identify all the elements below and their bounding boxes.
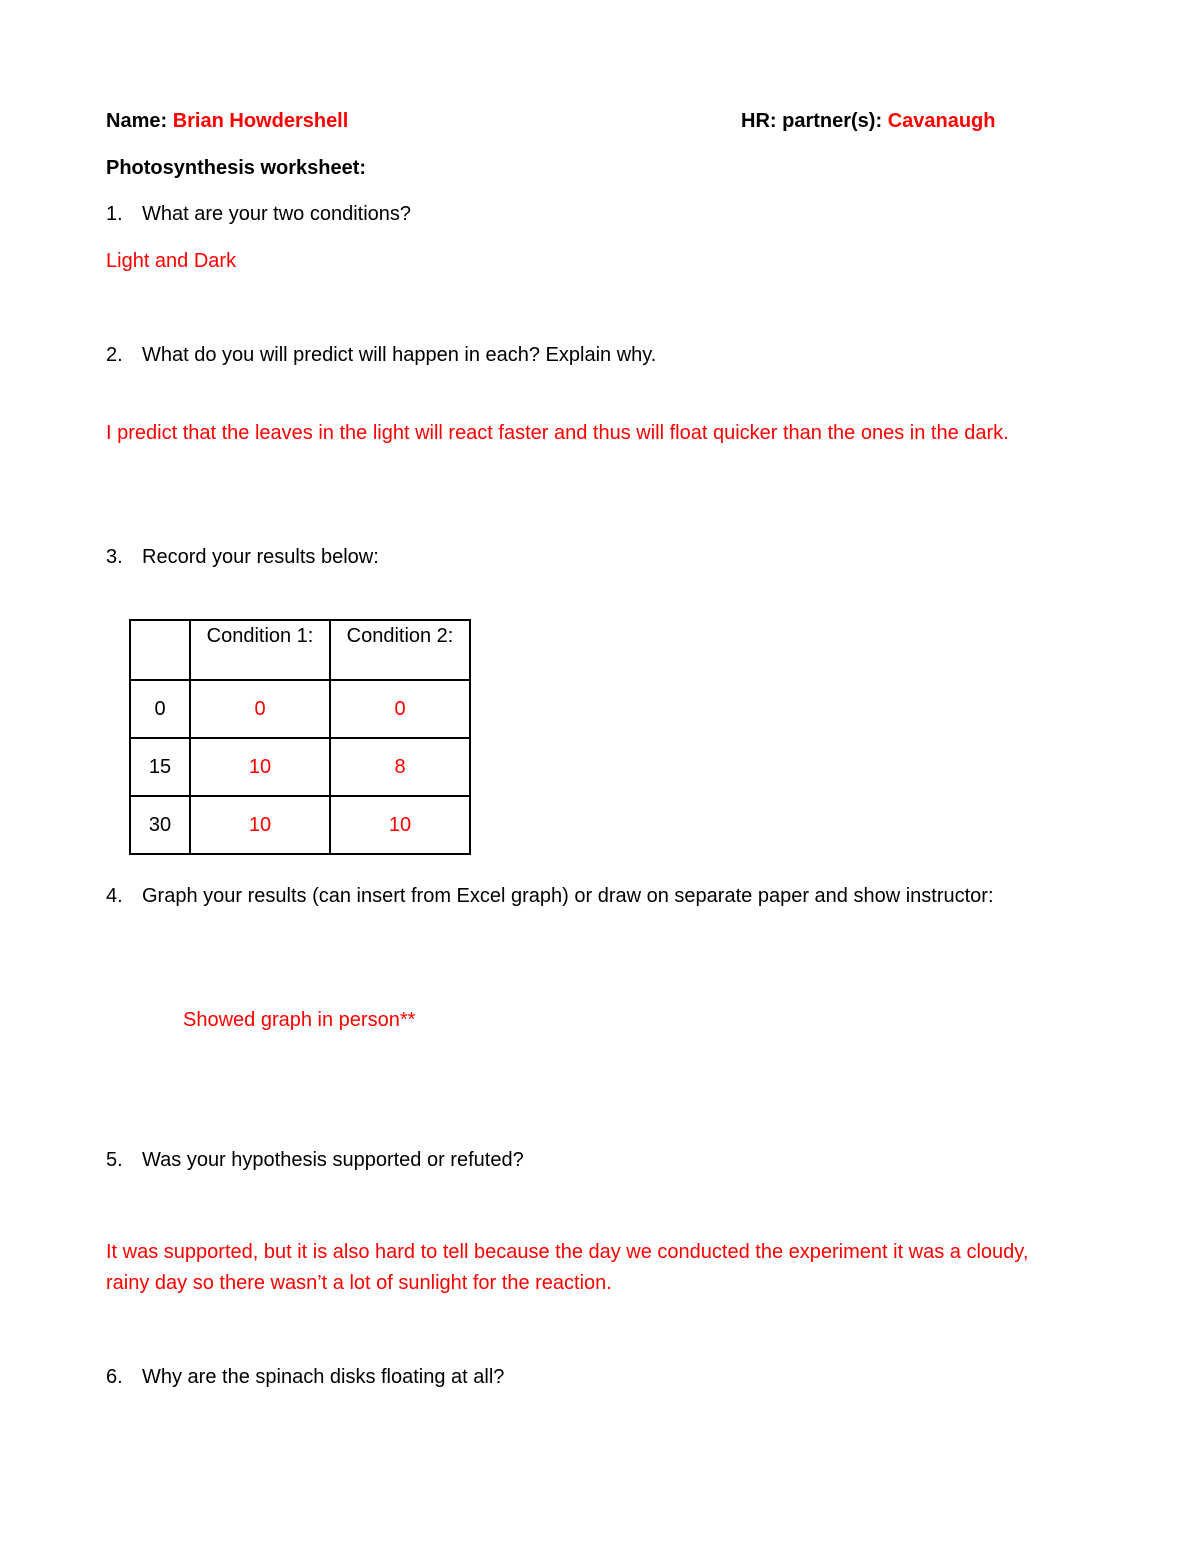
question-1 xyxy=(106,202,411,226)
question-text: Was your hypothesis supported or refuted? xyxy=(142,1149,524,1171)
worksheet-title: Photosynthesis worksheet: xyxy=(106,157,367,179)
answer-4: Showed graph in person** xyxy=(183,1009,416,1031)
condition-2-cell: 8 xyxy=(330,738,470,796)
question-text: What do you will predict will happen in each? Explain why. xyxy=(142,344,657,366)
question-number: 4. xyxy=(106,885,123,907)
hr-label: HR: partner(s): xyxy=(741,110,883,132)
question-text: What are your two conditions? xyxy=(142,203,412,225)
table-header-cell: Condition 2: xyxy=(330,620,470,680)
time-cell: 15 xyxy=(130,738,190,796)
answer-1: Light and Dark xyxy=(106,250,237,272)
question-text: Graph your results (can insert from Excel graph) or draw on separate paper and show instructor: xyxy=(142,885,994,907)
answer-5: It was supported, but it is also hard to tell because the day we conducted the experiment it was a cloudy, rainy day so there wasn’t a lot of sunlight for the reaction. xyxy=(106,1241,1029,1294)
table-row xyxy=(130,796,470,854)
question-number: 6. xyxy=(106,1366,123,1388)
condition-1-cell: 10 xyxy=(190,796,330,854)
student-name: Brian Howdershell xyxy=(172,110,349,132)
name-line xyxy=(106,109,348,133)
time-cell: 0 xyxy=(130,680,190,738)
partner-name: Cavanaugh xyxy=(887,110,996,132)
question-number: 2. xyxy=(106,344,123,366)
table-row xyxy=(130,738,470,796)
condition-2-cell: 10 xyxy=(330,796,470,854)
results-table xyxy=(129,619,471,855)
question-3 xyxy=(106,545,379,569)
answer-2: I predict that the leaves in the light will react faster and thus will float quicker than the ones in the dark. xyxy=(106,422,1009,444)
question-text: Why are the spinach disks floating at all? xyxy=(142,1366,505,1388)
question-number: 5. xyxy=(106,1149,123,1171)
question-6 xyxy=(106,1365,504,1389)
name-label: Name: xyxy=(106,110,168,132)
table-header-cell: Condition 1: xyxy=(190,620,330,680)
hr-line xyxy=(741,109,996,133)
condition-2-cell: 0 xyxy=(330,680,470,738)
time-cell: 30 xyxy=(130,796,190,854)
question-5 xyxy=(106,1148,524,1172)
question-number: 1. xyxy=(106,203,123,225)
table-header-row xyxy=(130,620,470,680)
table-header-cell xyxy=(130,620,190,680)
question-number: 3. xyxy=(106,546,123,568)
condition-1-cell: 0 xyxy=(190,680,330,738)
table-row xyxy=(130,680,470,738)
question-text: Record your results below: xyxy=(142,546,379,568)
condition-1-cell: 10 xyxy=(190,738,330,796)
question-4 xyxy=(106,884,994,908)
question-2 xyxy=(106,343,656,367)
